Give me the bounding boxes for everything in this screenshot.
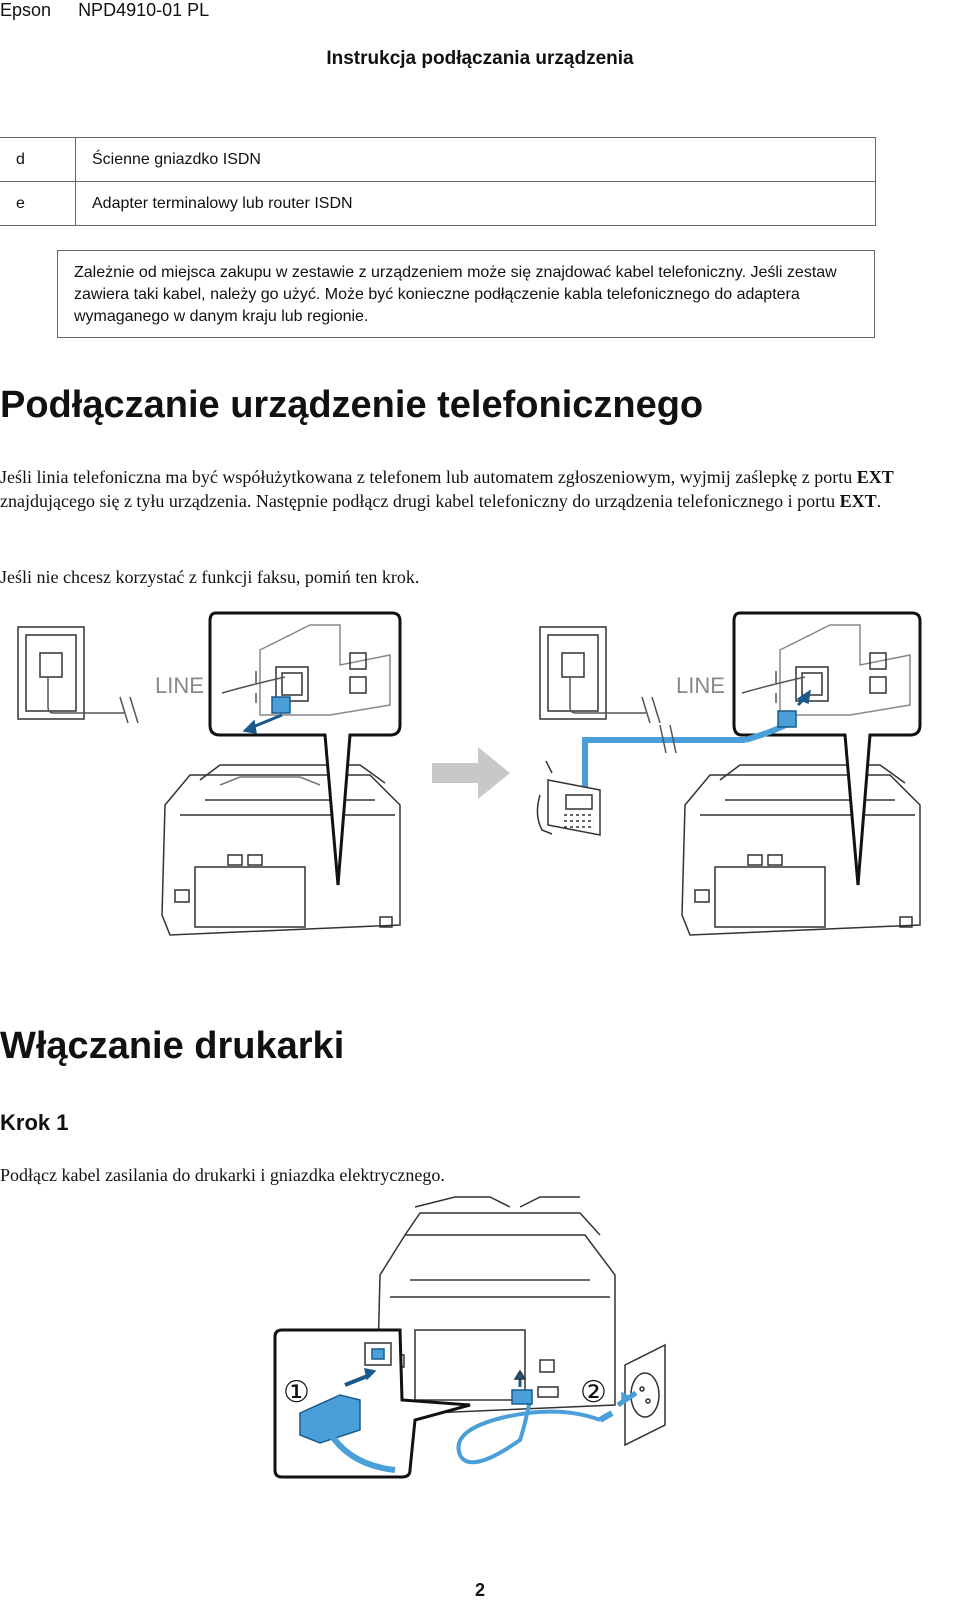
paragraph-power-cable: Podłącz kabel zasilania do drukarki i gniazdka elektrycznego.	[0, 1165, 445, 1185]
table-row	[0, 138, 876, 182]
paragraph-skip-fax: Jeśli nie chcesz korzystać z funkcji faksu, pomiń ten krok.	[0, 567, 420, 587]
port-ext-label: EXT	[856, 467, 894, 487]
legend-value: Ścienne gniazdko ISDN	[76, 138, 876, 182]
line-label-right: LINE	[676, 673, 725, 698]
document-id: NPD4910-01 PL	[78, 0, 210, 20]
phone-connection-illustration	[0, 605, 960, 965]
step-heading: Krok 1	[0, 1110, 69, 1135]
printer-left-icon	[162, 765, 400, 935]
legend-table	[0, 137, 876, 226]
printer-right-icon	[682, 765, 920, 935]
brand-name: Epson	[0, 0, 52, 20]
section-heading-power: Włączanie drukarki	[0, 1025, 345, 1067]
telephone-icon	[537, 761, 600, 835]
wall-jack-left	[18, 627, 84, 719]
paragraph-phone-instructions: Jeśli linia telefoniczna ma być współużytkowana z telefonem lub automatem zgłoszeniowym, wyjmij zaślepkę z portu EXT znajdującego się z tyłu urządzenia. Następnie podłącz drugi kabel telefoniczny do urządzenia telefonicznego i portu EXT.	[0, 467, 894, 511]
document-title: Instrukcja podłączania urządzenia	[326, 48, 634, 69]
legend-key: d	[0, 138, 76, 182]
section-heading-phone: Podłączanie urządzenie telefonicznego	[0, 384, 704, 426]
transition-arrow-icon	[432, 747, 510, 799]
step1-marker-icon: ①	[283, 1376, 310, 1409]
page-header	[0, 0, 231, 21]
line-label-left: LINE	[155, 673, 204, 698]
page-number: 2	[474, 1580, 485, 1600]
legend-value: Adapter terminalowy lub router ISDN	[76, 182, 876, 226]
legend-key: e	[0, 182, 76, 226]
note-box: Zależnie od miejsca zakupu w zestawie z urządzeniem może się znajdować kabel telefoniczny. Jeśli zestaw zawiera taki kabel, należy go użyć. Może być konieczne podłączenie kabla telefonicznego do adaptera wymaganego w danym kraju lub regionie.	[57, 250, 875, 338]
table-row	[0, 182, 876, 226]
wall-jack-right	[540, 627, 606, 719]
port-ext-label: EXT	[839, 491, 877, 511]
step2-marker-icon: ②	[580, 1376, 607, 1409]
power-connection-illustration	[0, 1195, 960, 1495]
